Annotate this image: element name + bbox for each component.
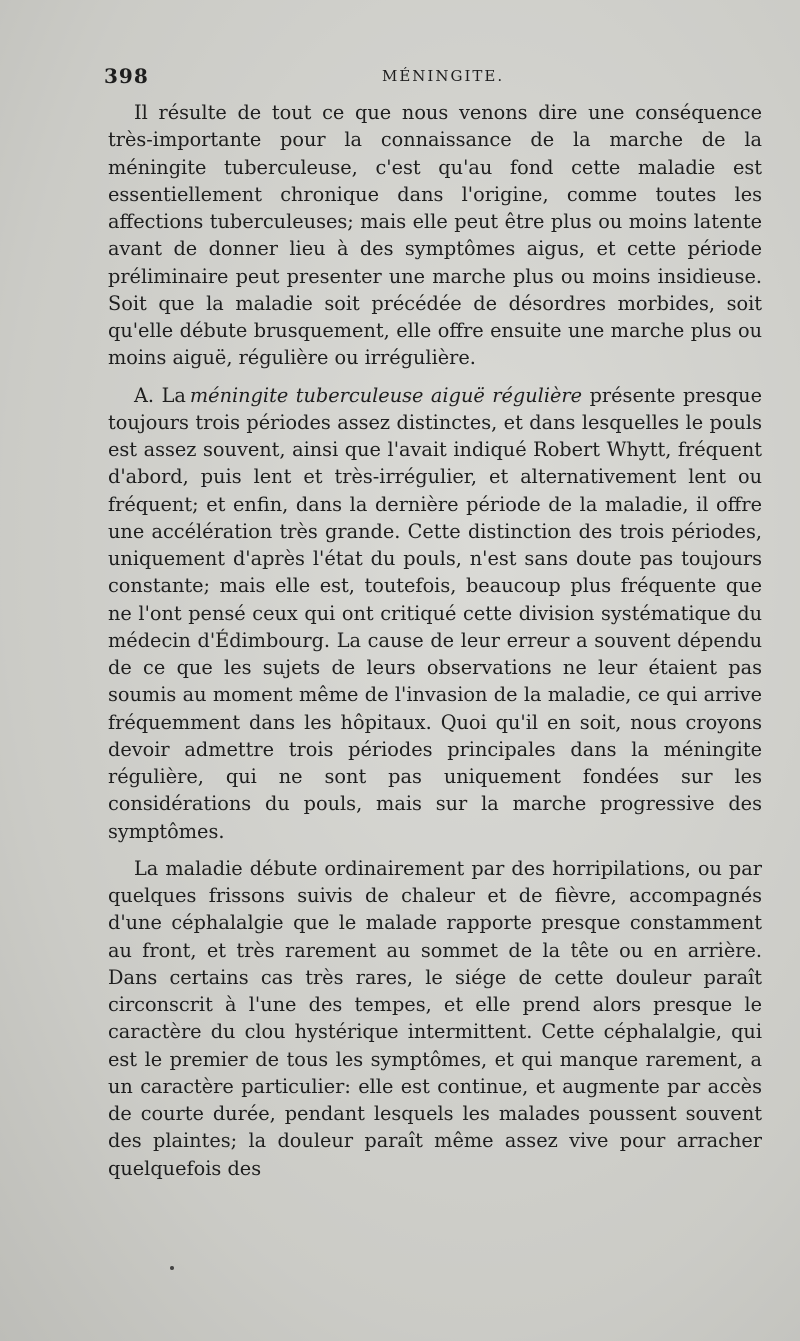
paragraph-2-text: présente presque toujours trois périodes assez distinctes, et dans lesquelles le pouls est assez souvent, ainsi que l'avait indiqué Robert Whytt, fréquent d'abord, puis lent et très-irrégulier, et alternativement lent ou fréquent; et enfin, dans la dernière période de la maladie, il offre une accélération très grande. Cette distinction des trois périodes, uniquement d'après l'état du pouls, n'est sans doute pas toujours constante; mais elle est, toutefois, beaucoup plus fréquente que ne l'ont pensé ceux qui ont critiqué cette division systématique du médecin d'Édimbourg. La cause de leur erreur a souvent dépendu de ce que les sujets de leurs observations ne leur étaient pas soumis au moment même de l'invasion de la maladie, ce qui arrive fréquemment dans les hôpitaux. Quoi qu'il en soit, nous croyons devoir admettre trois périodes principales dans la méningite régulière, qui ne sont pas uniquement fondées sur les considérations du pouls, mais sur la marche progressive des symptômes. <box>108 383 762 843</box>
page-number: 398 <box>104 64 149 88</box>
paragraph-1 <box>108 99 762 372</box>
page-header <box>104 64 764 92</box>
body-text <box>108 99 762 1182</box>
running-title: MÉNINGITE. <box>382 67 505 85</box>
paragraph-1-text: Il résulte de tout ce que nous venons dire une conséquence très-importante pour la connaissance de la marche de la méningite tuberculeuse, c'est qu'au fond cette maladie est essentiellement chronique dans l'origine, comme toutes les affections tuberculeuses; mais elle peut être plus ou moins latente avant de donner lieu à des symptômes aigus, et cette période préliminaire peut presenter une marche plus ou moins insidieuse. Soit que la maladie soit précédée de désordres morbides, soit qu'elle débute brusquement, elle offre ensuite une marche plus ou moins aiguë, régulière ou irrégulière. <box>108 101 762 370</box>
paragraph-2-lead: A. La <box>134 383 186 407</box>
paragraph-2 <box>108 382 762 845</box>
paragraph-3 <box>108 855 762 1182</box>
paragraph-2-italic-term: méningite tuberculeuse aiguë régulière <box>189 383 583 407</box>
paragraph-3-text: La maladie débute ordinairement par des horripilations, ou par quelques frissons suivis de chaleur et de fièvre, accompagnés d'une céphalalgie que le malade rapporte presque constamment au front, et très rarement au sommet de la tête ou en arrière. Dans certains cas très rares, le siége de cette douleur paraît circonscrit à l'une des tempes, et elle prend alors presque le caractère du clou hystérique intermittent. Cette céphalalgie, qui est le premier de tous les symptômes, et qui manque rarement, a un caractère particulier: elle est continue, et augmente par accès de courte durée, pendant lesquels les malades poussent souvent des plaintes; la douleur paraît même assez vive pour arracher quelquefois des <box>108 856 762 1180</box>
page-speck <box>170 1266 174 1270</box>
